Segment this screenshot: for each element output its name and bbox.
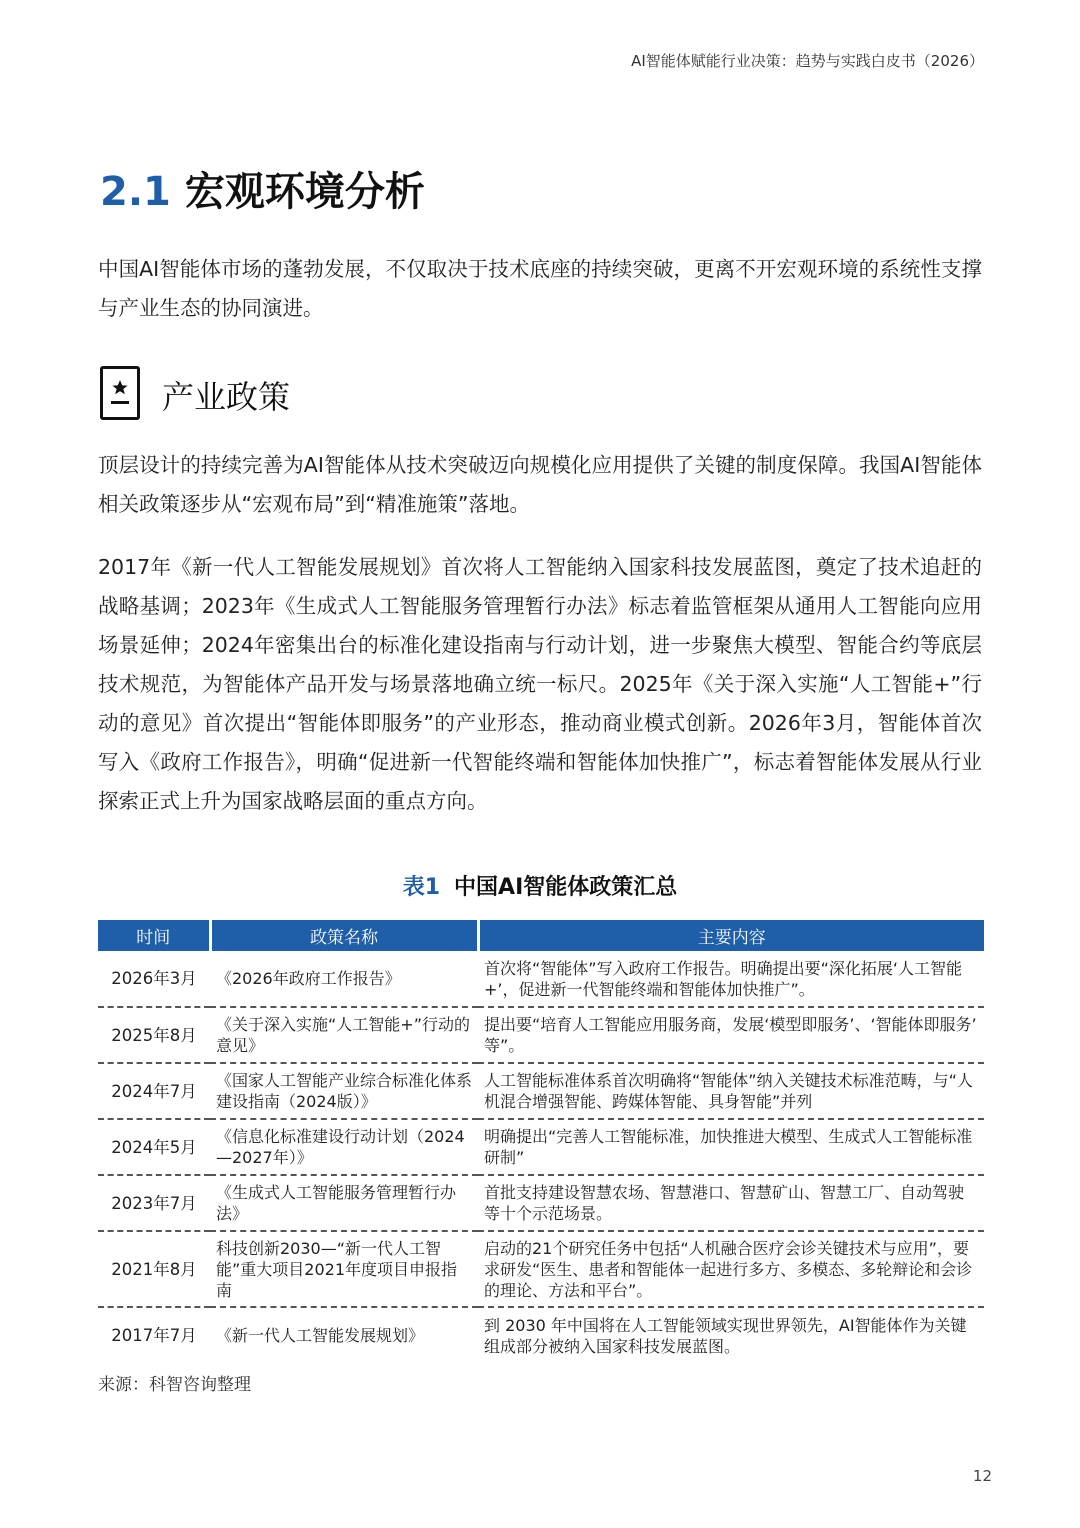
- cell-time: 2026年3月: [98, 951, 210, 1007]
- cell-content: 到 2030 年中国将在人工智能领域实现世界领先，AI智能体作为关键组成部分被纳入国家科技发展蓝图。: [484, 1315, 967, 1356]
- table-number: 表1: [402, 875, 441, 900]
- cell-time: 2021年8月: [98, 1231, 210, 1307]
- table-row: [98, 1007, 984, 1063]
- header-policy-name: 政策名称: [210, 920, 478, 951]
- table-row: [98, 1231, 984, 1307]
- policy-document-icon: [100, 366, 140, 420]
- cell-time: 2024年5月: [98, 1119, 210, 1175]
- policy-paragraph-1: 顶层设计的持续完善为AI智能体从技术突破迈向规模化应用提供了关键的制度保障。我国AI智能体相关政策逐步从“宏观布局”到“精准施策”落地。: [98, 453, 982, 516]
- table-caption: [0, 870, 1080, 901]
- cell-policy-name: 《新一代人工智能发展规划》: [216, 1326, 425, 1345]
- cell-content: 启动的21个研究任务中包括“人机融合医疗会诊关键技术与应用”，要求研发“医生、患者和智能体一起进行多方、多模态、多轮辩论和会诊的理论、方法和平台”。: [478, 1231, 984, 1307]
- policy-table: [98, 920, 984, 1363]
- cell-content: 明确提出“完善人工智能标准，加快推进大模型、生成式人工智能标准研制”: [478, 1119, 984, 1175]
- section-number: 2.1: [100, 169, 171, 215]
- table-row: [98, 1063, 984, 1119]
- running-header: AI智能体赋能行业决策：趋势与实践白皮书（2026）: [631, 52, 984, 70]
- cell-content: 人工智能标准体系首次明确将“智能体”纳入关键技术标准范畴，与“人机混合增强智能、跨媒体智能、具身智能”并列: [478, 1063, 984, 1119]
- subsection-title: 产业政策: [162, 378, 291, 416]
- table-row: [98, 1119, 984, 1175]
- intro-paragraph: 中国AI智能体市场的蓬勃发展，不仅取决于技术底座的持续突破，更离不开宏观环境的系统性支撑与产业生态的协同演进。: [98, 257, 982, 320]
- table-row: [98, 1175, 984, 1231]
- source-note: 来源：科智咨询整理: [98, 1375, 251, 1395]
- section-title-text: 宏观环境分析: [184, 169, 425, 215]
- cell-time: 2025年8月: [98, 1007, 210, 1063]
- page-number: 12: [972, 1467, 992, 1485]
- cell-content: 首批支持建设智慧农场、智慧港口、智慧矿山、智慧工厂、自动驾驶等十个示范场景。: [478, 1175, 984, 1231]
- table-caption-title: 中国AI智能体政策汇总: [454, 875, 678, 900]
- cell-policy-name: 《2026年政府工作报告》: [210, 951, 478, 1007]
- policy-paragraph-2: 2017年《新一代人工智能发展规划》首次将人工智能纳入国家科技发展蓝图，奠定了技术追赶的战略基调；2023年《生成式人工智能服务管理暂行办法》标志着监管框架从通用人工智能向应用场景延伸；2024年密集出台的标准化建设指南与行动计划，进一步聚焦大模型、智能合约等底层技术规范，为智能体产品开发与场景落地确立统一标尺。2025年《关于深入实施“人工智能+”行动的意见》首次提出“智能体即服务”的产业形态，推动商业模式创新。2026年3月，智能体首次写入《政府工作报告》，明确“促进新一代智能终端和智能体加快推广”，标志着智能体发展从行业探索正式上升为国家战略层面的重点方向。: [98, 555, 982, 813]
- cell-time: 2017年7月: [111, 1326, 197, 1345]
- cell-policy-name: 《信息化标准建设行动计划（2024—2027年）》: [210, 1119, 478, 1175]
- section-title: [100, 160, 425, 217]
- cell-time: 2023年7月: [98, 1175, 210, 1231]
- header-main-content: 主要内容: [478, 920, 984, 951]
- table-header-row: [98, 920, 984, 951]
- cell-policy-name: 《关于深入实施“人工智能+”行动的意见》: [210, 1007, 478, 1063]
- cell-content: 提出要“培育人工智能应用服务商，发展‘模型即服务’、‘智能体即服务’ 等”。: [478, 1007, 984, 1063]
- cell-policy-name: 《生成式人工智能服务管理暂行办法》: [210, 1175, 478, 1231]
- cell-content: 首次将“智能体”写入政府工作报告。明确提出要“深化拓展‘人工智能+’，促进新一代智能终端和智能体加快推广”。: [478, 951, 984, 1007]
- cell-time: 2024年7月: [98, 1063, 210, 1119]
- header-time: 时间: [98, 920, 210, 951]
- table-row: [98, 1307, 984, 1363]
- cell-policy-name: 《国家人工智能产业综合标准化体系建设指南（2024版）》: [210, 1063, 478, 1119]
- table-row: [98, 951, 984, 1007]
- cell-policy-name: 科技创新2030—“新一代人工智能”重大项目2021年度项目申报指南: [210, 1231, 478, 1307]
